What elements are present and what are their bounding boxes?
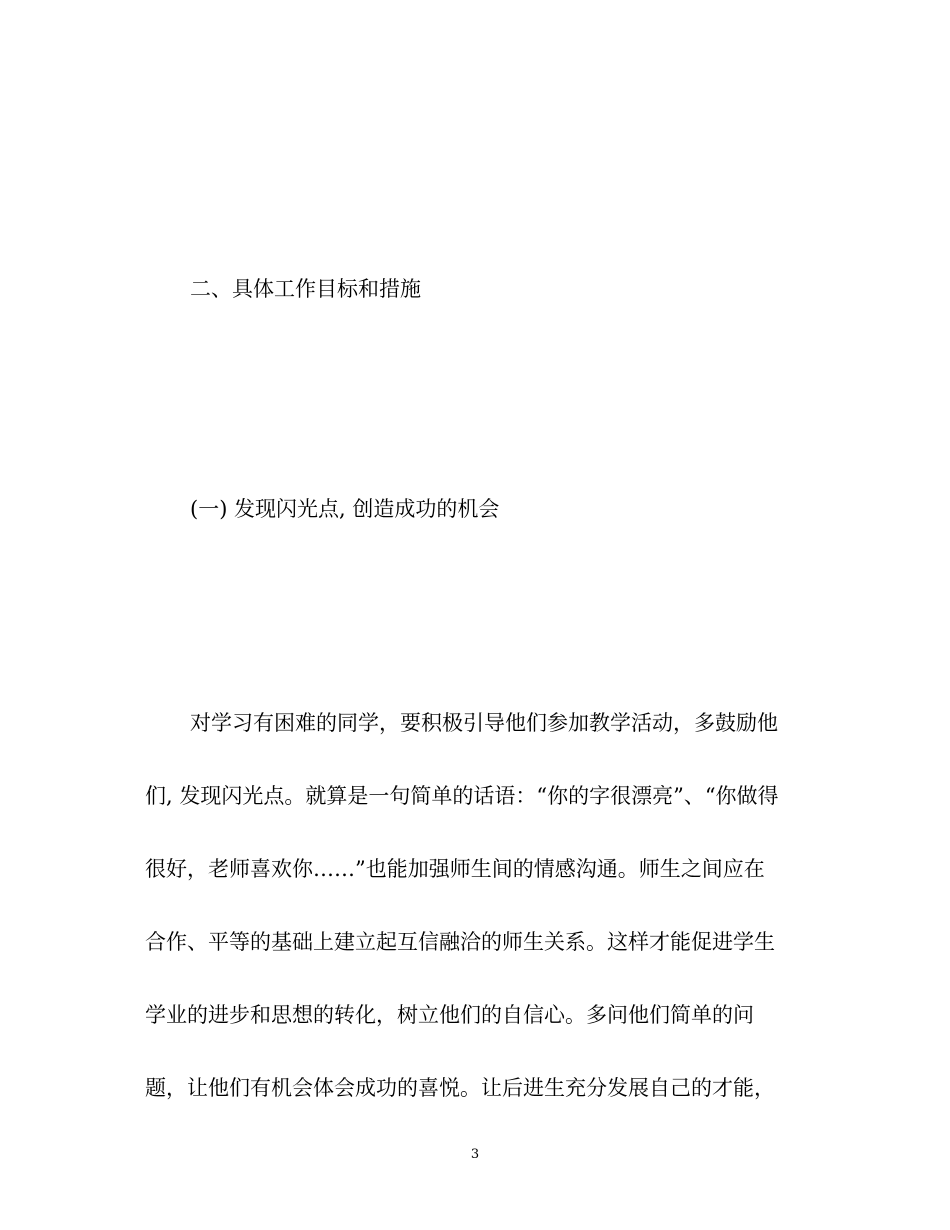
- section-heading: 二、具体工作目标和措施: [190, 277, 421, 301]
- paragraph-line: 学业的进步和思想的转化，树立他们的自信心。多问他们简单的问: [145, 1003, 754, 1027]
- paragraph-line: 题，让他们有机会体会成功的喜悦。让后进生充分发展自己的才能，: [145, 1076, 775, 1100]
- paragraph-line: 们, 发现闪光点。就算是一句简单的话语：“你的字很漂亮”、“你做得: [145, 784, 779, 808]
- paragraph-line: 合作、平等的基础上建立起互信融洽的师生关系。这样才能促进学生: [145, 930, 775, 954]
- paragraph-line: 对学习有困难的同学，要积极引导他们参加教学活动，多鼓励他: [190, 711, 778, 735]
- paragraph-line: 很好，老师喜欢你……”也能加强师生间的情感沟通。师生之间应在: [145, 857, 765, 881]
- page-number: 3: [470, 1147, 480, 1162]
- subsection-heading: (一) 发现闪光点, 创造成功的机会: [190, 497, 500, 521]
